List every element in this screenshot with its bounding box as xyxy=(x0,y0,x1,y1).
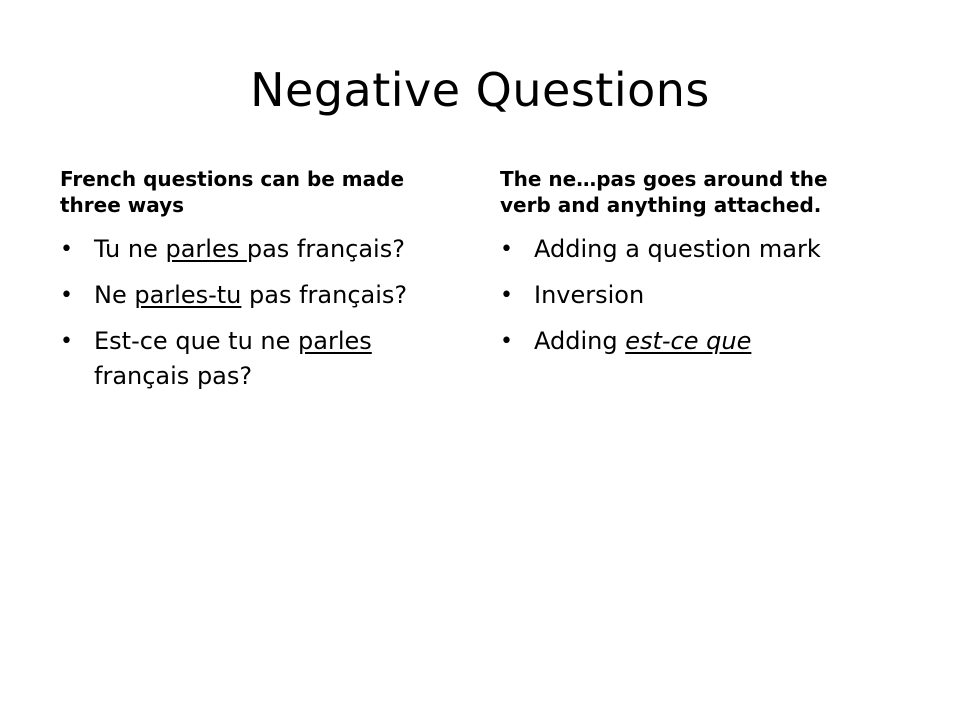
left-bullet-1-underlined: parles xyxy=(165,235,247,263)
left-bullet-1-rest: pas français? xyxy=(246,235,405,263)
bullet-dot: • xyxy=(500,237,513,262)
left-bullet-item-2 xyxy=(60,278,460,313)
left-bullet-list xyxy=(60,232,460,394)
bullet-dot: • xyxy=(500,329,513,354)
left-column xyxy=(60,166,460,405)
bullet-dot: • xyxy=(60,237,73,262)
left-bullet-item-1 xyxy=(60,232,460,267)
left-bullet-3-rest: français pas? xyxy=(94,362,253,390)
right-bullet-item-2 xyxy=(500,278,900,313)
right-column xyxy=(500,166,900,370)
left-bullet-3-text: Est-ce que tu ne xyxy=(94,327,299,355)
right-bullet-3-underlined-italic: est-ce que xyxy=(625,327,752,355)
right-bullet-1-text: Adding a question mark xyxy=(534,235,821,263)
right-bullet-2-text: Inversion xyxy=(534,281,645,309)
slide-title: Negative Questions xyxy=(250,63,710,117)
left-bullet-3-underlined: parles xyxy=(298,327,372,355)
left-bullet-item-3 xyxy=(60,324,460,394)
left-bullet-2-text: Ne xyxy=(94,281,135,309)
bullet-dot: • xyxy=(60,329,73,354)
left-bullet-1-text: Tu ne xyxy=(94,235,166,263)
right-bullet-list xyxy=(500,232,900,359)
left-bullet-2-underlined: parles-tu xyxy=(134,281,242,309)
right-subheading: The ne…pas goes around the verb and anything attached. xyxy=(500,167,828,217)
right-bullet-item-1 xyxy=(500,232,900,267)
bullet-dot: • xyxy=(60,283,73,308)
right-bullet-3-text: Adding xyxy=(534,327,626,355)
left-subheading: French questions can be made three ways xyxy=(60,167,405,217)
left-bullet-2-rest: pas français? xyxy=(241,281,408,309)
right-bullet-item-3 xyxy=(500,324,900,359)
bullet-dot: • xyxy=(500,283,513,308)
